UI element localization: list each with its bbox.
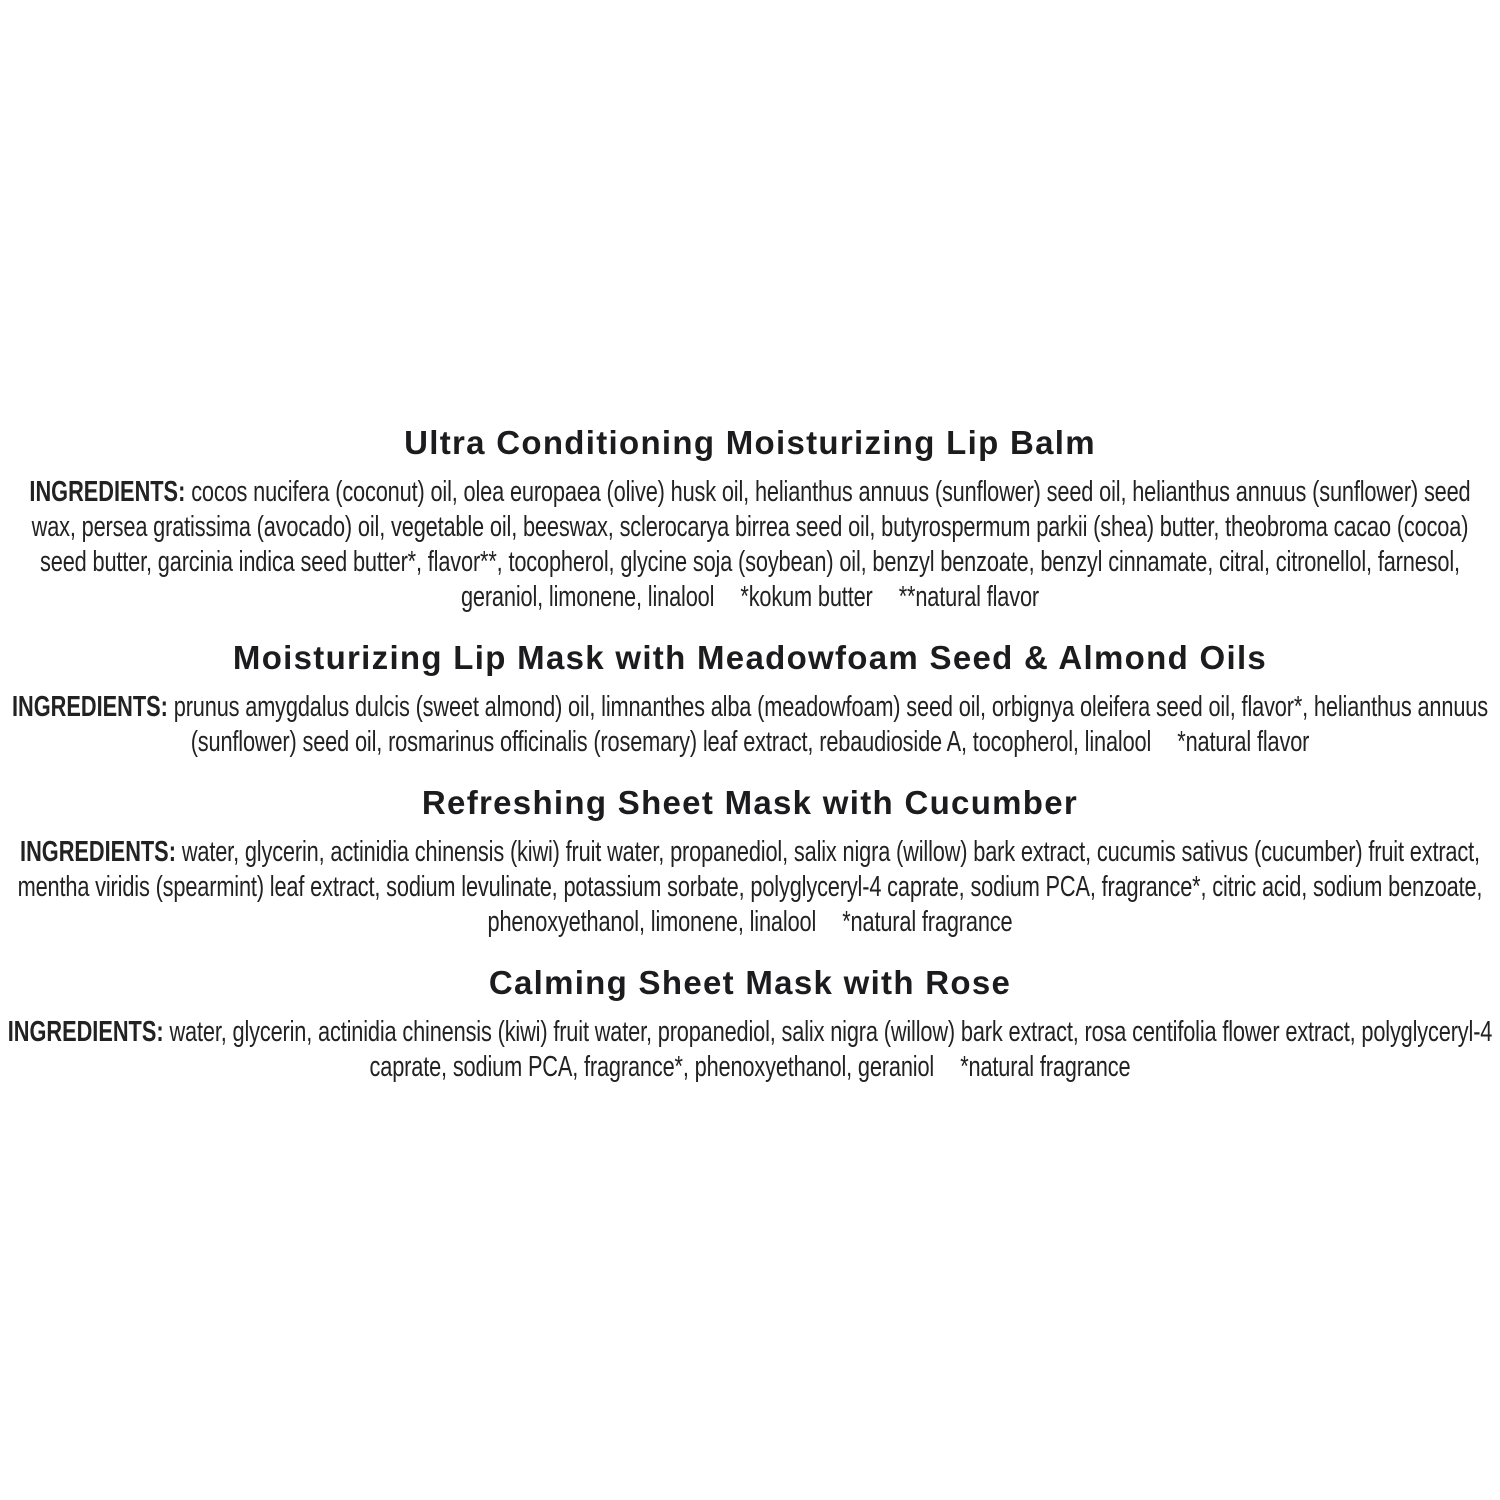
- ingredients-label: INGREDIENTS:: [7, 1016, 164, 1048]
- footnote: **natural flavor: [898, 581, 1039, 613]
- ingredients-paragraph-wrap: [6, 475, 1494, 615]
- ingredients-list: water, glycerin, actinidia chinensis (kiwi) fruit water, propanediol, salix nigra (willow) bark extract, rosa centifolia flower extract, polyglyceryl-4 caprate, sodium PCA, fragrance*, phenoxyethanol, geraniol: [169, 1016, 1493, 1083]
- product-heading: Refreshing Sheet Mask with Cucumber: [421, 784, 1079, 821]
- footnote: *natural fragrance: [960, 1051, 1131, 1083]
- ingredients-list: water, glycerin, actinidia chinensis (kiwi) fruit water, propanediol, salix nigra (willow) bark extract, cucumis sativus (cucumber) fruit extract, mentha viridis (spearmint) leaf extract, sodium levulinate, potassium sorbate, polyglyceryl-4 caprate, sodium PCA, fragrance*, citric acid, sodium benzoate, phenoxyethanol, limonene, linalool: [17, 836, 1483, 938]
- footnote: *natural fragrance: [842, 906, 1013, 938]
- product-section-cucumber-mask: [6, 784, 1494, 940]
- ingredients-paragraph: [6, 475, 1494, 615]
- ingredients-list: prunus amygdalus dulcis (sweet almond) oil, limnanthes alba (meadowfoam) seed oil, orbignya oleifera seed oil, flavor*, helianthus annuus (sunflower) seed oil, rosmarinus officinalis (rosemary) leaf extract, rebaudioside A, tocopherol, linalool: [173, 691, 1488, 758]
- ingredients-label: INGREDIENTS:: [11, 691, 168, 723]
- product-heading: Ultra Conditioning Moisturizing Lip Balm: [404, 424, 1096, 461]
- ingredients-paragraph-wrap: [6, 690, 1494, 760]
- ingredients-paragraph: [6, 690, 1494, 760]
- product-section-lip-balm: [6, 424, 1494, 615]
- ingredients-paragraph: [6, 835, 1494, 940]
- ingredients-label: INGREDIENTS:: [29, 476, 186, 508]
- ingredients-list: cocos nucifera (coconut) oil, olea europaea (olive) husk oil, helianthus annuus (sunflower) seed oil, helianthus annuus (sunflower) seed wax, persea gratissima (avocado) oil, vegetable oil, beeswax, sclerocarya birrea seed oil, butyrospermum parkii (shea) butter, theobroma cacao (cocoa) seed butter, garcinia indica seed butter*, flavor**, tocopherol, glycine soja (soybean) oil, benzyl benzoate, benzyl cinnamate, citral, citronellol, farnesol, geraniol, limonene, linalool: [31, 476, 1471, 613]
- footnote: *natural flavor: [1177, 726, 1310, 758]
- ingredients-paragraph: [6, 1015, 1494, 1085]
- product-section-rose-mask: [6, 964, 1494, 1085]
- footnote: *kokum butter: [740, 581, 873, 613]
- product-heading: Moisturizing Lip Mask with Meadowfoam Seed & Almond Oils: [232, 639, 1268, 676]
- ingredients-paragraph-wrap: [6, 1015, 1494, 1085]
- ingredients-paragraph-wrap: [6, 835, 1494, 940]
- ingredients-label: INGREDIENTS:: [20, 836, 176, 868]
- product-heading: Calming Sheet Mask with Rose: [488, 964, 1012, 1001]
- product-section-lip-mask: [6, 639, 1494, 760]
